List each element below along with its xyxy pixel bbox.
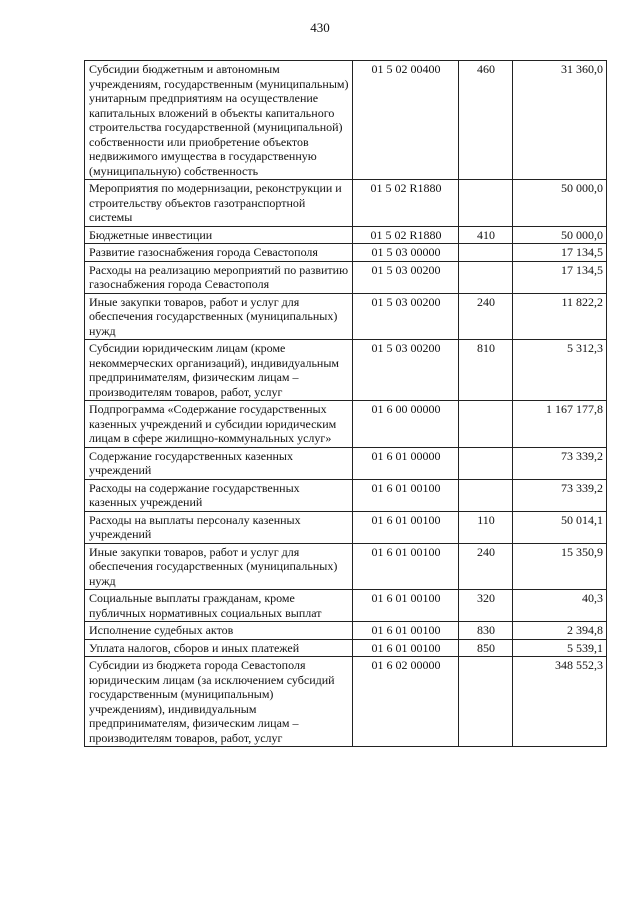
row-expense-type-cell: 410	[459, 226, 513, 244]
row-name-cell: Содержание государственных казенных учреждений	[85, 447, 353, 479]
row-expense-type-cell	[459, 261, 513, 293]
row-expense-type-cell: 810	[459, 340, 513, 401]
table-row	[85, 401, 607, 448]
row-amount-cell: 5 539,1	[513, 639, 607, 657]
row-expense-type-cell: 320	[459, 590, 513, 622]
row-code-cell: 01 6 01 00100	[353, 590, 459, 622]
row-name-cell: Исполнение судебных актов	[85, 622, 353, 640]
row-expense-type-cell	[459, 180, 513, 227]
row-code-cell: 01 5 03 00000	[353, 244, 459, 262]
row-code-cell: 01 6 00 00000	[353, 401, 459, 448]
row-code-cell: 01 5 03 00200	[353, 340, 459, 401]
table-row	[85, 590, 607, 622]
row-expense-type-cell	[459, 244, 513, 262]
row-amount-cell: 11 822,2	[513, 293, 607, 340]
row-name-cell: Бюджетные инвестиции	[85, 226, 353, 244]
row-code-cell: 01 6 02 00000	[353, 657, 459, 747]
row-expense-type-cell: 850	[459, 639, 513, 657]
row-code-cell: 01 5 02 00400	[353, 61, 459, 180]
row-amount-cell: 348 552,3	[513, 657, 607, 747]
row-expense-type-cell	[459, 479, 513, 511]
row-name-cell: Уплата налогов, сборов и иных платежей	[85, 639, 353, 657]
row-code-cell: 01 6 01 00000	[353, 447, 459, 479]
row-code-cell: 01 6 01 00100	[353, 479, 459, 511]
row-expense-type-cell: 240	[459, 293, 513, 340]
row-code-cell: 01 5 03 00200	[353, 293, 459, 340]
table-row	[85, 226, 607, 244]
budget-table-body	[85, 61, 607, 747]
row-amount-cell: 40,3	[513, 590, 607, 622]
table-row	[85, 293, 607, 340]
row-amount-cell: 31 360,0	[513, 61, 607, 180]
table-row	[85, 479, 607, 511]
row-code-cell: 01 5 02 R1880	[353, 180, 459, 227]
table-row	[85, 244, 607, 262]
row-code-cell: 01 6 01 00100	[353, 639, 459, 657]
row-name-cell: Иные закупки товаров, работ и услуг для обеспечения государственных (муниципальных) нужд	[85, 293, 353, 340]
row-name-cell: Субсидии из бюджета города Севастополя юридическим лицам (за исключением субсидий государственным (муниципальным) учреждениям), индивидуальным предпринимателям, физическим лицам – производителям товаров, работ, услуг	[85, 657, 353, 747]
row-expense-type-cell: 240	[459, 543, 513, 590]
table-row	[85, 261, 607, 293]
row-code-cell: 01 6 01 00100	[353, 543, 459, 590]
row-amount-cell: 17 134,5	[513, 261, 607, 293]
row-expense-type-cell: 460	[459, 61, 513, 180]
row-code-cell: 01 5 03 00200	[353, 261, 459, 293]
page-number: 430	[310, 20, 330, 35]
table-row	[85, 639, 607, 657]
table-row	[85, 447, 607, 479]
row-name-cell: Субсидии юридическим лицам (кроме некоммерческих организаций), индивидуальным предпринимателям, физическим лицам – производителям товаров, работ, услуг	[85, 340, 353, 401]
row-expense-type-cell	[459, 657, 513, 747]
table-row	[85, 61, 607, 180]
table-row	[85, 180, 607, 227]
row-amount-cell: 50 000,0	[513, 226, 607, 244]
row-expense-type-cell	[459, 401, 513, 448]
row-name-cell: Подпрограмма «Содержание государственных казенных учреждений и субсидии юридическим лицам в сфере жилищно-коммунальных услуг»	[85, 401, 353, 448]
table-row	[85, 543, 607, 590]
row-name-cell: Мероприятия по модернизации, реконструкции и строительству объектов газотранспортной системы	[85, 180, 353, 227]
row-amount-cell: 73 339,2	[513, 479, 607, 511]
table-row	[85, 657, 607, 747]
table-row	[85, 340, 607, 401]
table-row	[85, 511, 607, 543]
row-name-cell: Расходы на выплаты персоналу казенных учреждений	[85, 511, 353, 543]
row-amount-cell: 73 339,2	[513, 447, 607, 479]
row-name-cell: Развитие газоснабжения города Севастополя	[85, 244, 353, 262]
table-row	[85, 622, 607, 640]
row-amount-cell: 50 000,0	[513, 180, 607, 227]
row-expense-type-cell: 110	[459, 511, 513, 543]
row-code-cell: 01 5 02 R1880	[353, 226, 459, 244]
row-amount-cell: 2 394,8	[513, 622, 607, 640]
row-code-cell: 01 6 01 00100	[353, 622, 459, 640]
row-name-cell: Субсидии бюджетным и автономным учреждениям, государственным (муниципальным) унитарным предприятиям на осуществление капитальных вложений в объекты капитального строительства государственной (муниципальной) собственности или приобретение объектов недвижимого имущества в государственную (муниципальную) собственность	[85, 61, 353, 180]
row-amount-cell: 5 312,3	[513, 340, 607, 401]
row-amount-cell: 50 014,1	[513, 511, 607, 543]
row-name-cell: Иные закупки товаров, работ и услуг для обеспечения государственных (муниципальных) нужд	[85, 543, 353, 590]
row-amount-cell: 17 134,5	[513, 244, 607, 262]
row-expense-type-cell	[459, 447, 513, 479]
row-name-cell: Расходы на содержание государственных казенных учреждений	[85, 479, 353, 511]
row-amount-cell: 15 350,9	[513, 543, 607, 590]
row-expense-type-cell: 830	[459, 622, 513, 640]
row-name-cell: Социальные выплаты гражданам, кроме публичных нормативных социальных выплат	[85, 590, 353, 622]
budget-table	[84, 60, 607, 747]
row-amount-cell: 1 167 177,8	[513, 401, 607, 448]
row-code-cell: 01 6 01 00100	[353, 511, 459, 543]
row-name-cell: Расходы на реализацию мероприятий по развитию газоснабжения города Севастополя	[85, 261, 353, 293]
